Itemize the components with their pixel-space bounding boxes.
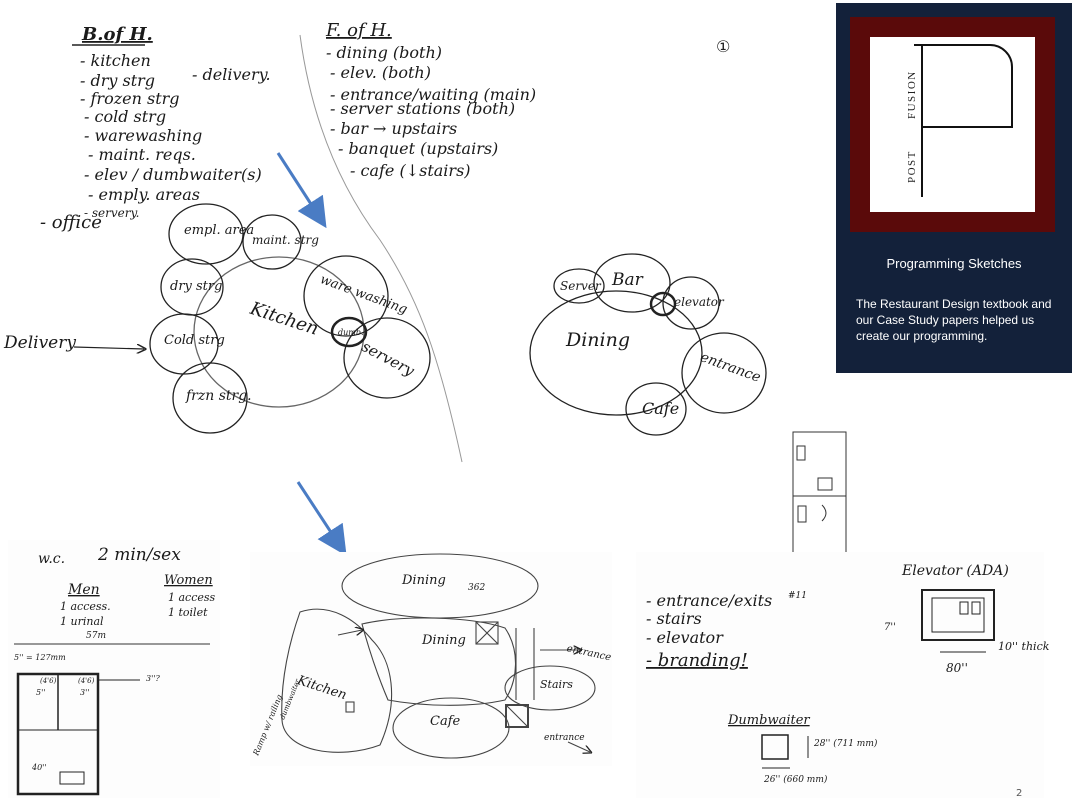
bubble-label-maint: maint. strg <box>252 233 319 247</box>
logo-text-post: POST <box>906 150 918 183</box>
wc-dim: (4'6) <box>40 677 57 685</box>
wc-sketch <box>8 540 220 798</box>
wc-dim: (4'6) <box>78 677 95 685</box>
bubble-label-empl: empl. area <box>184 223 255 238</box>
foh-item: - bar → upstairs <box>330 119 458 138</box>
boh-item: - servery. <box>84 206 140 220</box>
wc-women-label: Women <box>164 573 213 588</box>
boh-item: - emply. areas <box>88 185 200 204</box>
plan-label-cafe: Cafe <box>430 714 461 729</box>
delivery-arrow <box>74 347 144 349</box>
notes-sketch <box>636 552 1044 798</box>
plan-label-dining: Dining <box>422 633 466 648</box>
plan-label-dumbwaiter: dumbwaiter <box>278 678 302 721</box>
wc-men-item: 1 urinal <box>60 615 104 628</box>
corner-mark: 2 <box>1016 788 1023 798</box>
foh-item: - elev. (both) <box>330 63 431 82</box>
boh-item: - cold strg <box>84 107 167 126</box>
boh-list <box>40 24 271 233</box>
foh-label-entrance: entrance <box>697 349 763 386</box>
wc-dim: 40'' <box>32 763 47 772</box>
info-panel <box>836 3 1072 373</box>
bubble-label-dumb: dumb. <box>338 328 364 337</box>
plan-dining-note: 362 <box>468 583 486 593</box>
wc-women-item: 1 access <box>168 591 216 604</box>
boh-item: - dry strg <box>80 71 156 90</box>
bubble-label-warewashing: ware washing <box>317 272 410 318</box>
foh-item: - cafe (↓stairs) <box>350 161 471 180</box>
plan-label-ramp: Ramp w/ railing <box>251 693 285 757</box>
wc-women-item: 1 toilet <box>168 606 208 619</box>
boh-item: - elev / dumbwaiter(s) <box>84 165 262 184</box>
wc-dim: 5'' <box>36 688 46 697</box>
bubble-label-kitchen: Kitchen <box>247 297 321 340</box>
boh-item: - kitchen <box>80 51 151 70</box>
bubble-label-cold: Cold strg <box>164 333 225 348</box>
wc-title: w.c. <box>38 551 66 567</box>
elevator-dim: 7'' <box>884 622 896 633</box>
restroom-elevation-sketch <box>793 432 846 562</box>
page-marker: ① <box>716 37 731 56</box>
dumbwaiter-dim: 26'' (660 mm) <box>764 775 828 785</box>
plan-label-dining-top: Dining <box>402 573 446 588</box>
wc-dim: 57m <box>86 631 106 641</box>
note-item: - entrance/exits <box>646 591 773 610</box>
wc-men-label: Men <box>68 582 100 598</box>
note-item: - branding! <box>646 650 748 671</box>
foh-label-elevator: elevator <box>674 295 724 309</box>
wc-dim: 3''? <box>146 674 160 683</box>
foh-label-server: Server <box>560 279 601 293</box>
elevator-title: Elevator (ADA) <box>902 563 1009 579</box>
boh-item: - frozen strg <box>80 89 180 108</box>
logo-text-fusion: FUSION <box>906 70 918 119</box>
bubble-label-servery: servery <box>358 337 418 380</box>
foh-list <box>325 20 536 180</box>
boh-item: - office <box>40 212 102 233</box>
panel-body: The Restaurant Design textbook and our Case Study papers helped us create our programming. <box>856 297 1052 343</box>
plan-label-entrance-bottom: entrance <box>544 733 585 743</box>
post-fusion-logo <box>870 37 1035 212</box>
foh-label-bar: Bar <box>612 270 643 290</box>
boh-item: - maint. reqs. <box>88 145 196 164</box>
dumbwaiter-title: Dumbwaiter <box>728 713 810 728</box>
boh-side-note: - delivery. <box>192 65 271 84</box>
blue-arrow <box>298 482 340 546</box>
wc-men-item: 1 access. <box>60 600 111 613</box>
foh-item: - banquet (upstairs) <box>338 139 499 158</box>
dumbwaiter-dim: 28'' (711 mm) <box>814 739 878 749</box>
note-tag: #11 <box>788 591 807 601</box>
bubble-label-frozen: frzn strg. <box>186 388 252 404</box>
plan-label-stairs: Stairs <box>540 678 573 691</box>
blue-arrow <box>278 153 320 218</box>
boh-item: - warewashing <box>84 126 203 145</box>
foh-item: - dining (both) <box>326 43 442 62</box>
wc-dim: 3'' <box>80 688 90 697</box>
foh-item: - entrance/waiting (main) <box>330 85 537 104</box>
delivery-label: Delivery <box>4 333 76 353</box>
elevator-dim: 10'' thick <box>998 640 1050 653</box>
elevator-dim: 80'' <box>946 661 968 675</box>
wc-subtitle: 2 min/sex <box>98 545 181 565</box>
boh-title: B.of H. <box>82 24 153 45</box>
logo-frame <box>850 17 1055 232</box>
note-item: - elevator <box>646 628 723 647</box>
plan-label-kitchen: Kitchen <box>295 673 349 704</box>
note-item: - stairs <box>646 609 702 628</box>
bubble-label-dry: dry strg <box>170 279 223 294</box>
foh-label-cafe: Cafe <box>642 399 680 418</box>
plan-label-entrance: entrance <box>565 643 613 664</box>
foh-title: F. of H. <box>326 20 392 41</box>
foh-label-dining: Dining <box>566 329 631 351</box>
wc-dim: 5'' = 127mm <box>14 653 66 662</box>
panel-title: Programming Sketches <box>886 256 1022 271</box>
foh-item: - server stations (both) <box>330 99 516 118</box>
